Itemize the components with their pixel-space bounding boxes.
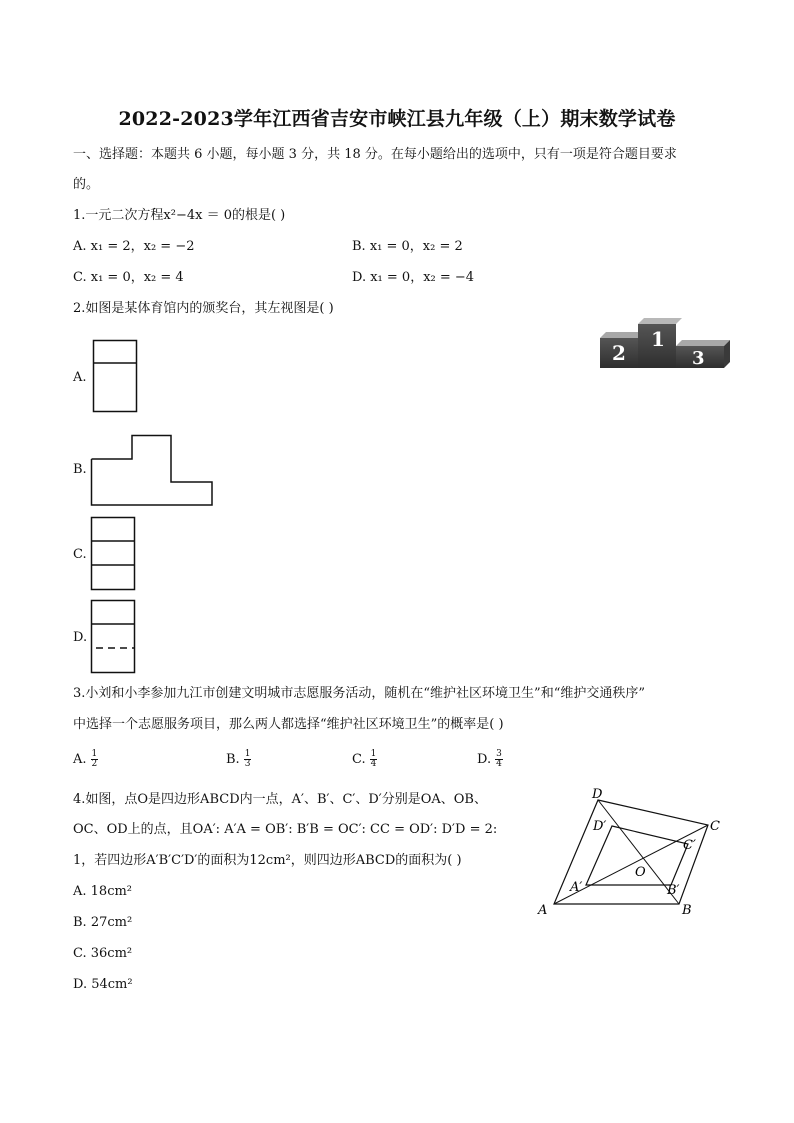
q3-stem-line1: 3.小刘和小李参加九江市创建文明城市志愿服务活动，随机在“维护社区环境卫生”和“维护交通秩序”: [73, 686, 645, 701]
q2-stem: 2.如图是某体育馆内的颁奖台，其左视图是( ): [73, 301, 334, 316]
q1-option-a: A. x₁ = 2，x₂ = −2: [73, 239, 195, 254]
q4-option-b: B. 27cm²: [73, 915, 133, 930]
q4-quadrilateral-figure: [536, 784, 728, 918]
q1-option-b: B. x₁ = 0，x₂ = 2: [352, 239, 463, 254]
label-C-prime: C′: [683, 838, 696, 853]
q2-option-c-label: C.: [73, 547, 87, 562]
q4-stem-line2: OC、OD上的点，且OA′: A′A = OB′: B′B = OC′: CC = OD′: D′D = 2:: [73, 822, 498, 837]
q3-option-a: A. $\frac{1}{2}$: [73, 749, 98, 769]
q4-option-c: C. 36cm²: [73, 946, 133, 961]
label-D: D: [592, 787, 603, 802]
label-D-prime: D′: [593, 819, 607, 834]
label-A-prime: A′: [570, 880, 583, 895]
q1-option-c: C. x₁ = 0，x₂ = 4: [73, 270, 184, 285]
label-B: B: [682, 903, 692, 918]
q4-stem-line3: 1，若四边形A′B′C′D′的面积为12cm²，则四边形ABCD的面积为( ): [73, 853, 462, 868]
q2-option-a-figure: [92, 339, 140, 415]
q4-option-d: D. 54cm²: [73, 977, 133, 992]
q2-option-d-figure: [90, 599, 138, 675]
q2-option-c-figure: [90, 516, 138, 592]
section-heading-line2: 的。: [73, 177, 100, 192]
label-A: A: [538, 903, 548, 918]
q2-option-b-label: B.: [73, 462, 87, 477]
q4-stem-line1: 4.如图，点O是四边形ABCD内一点，A′、B′、C′、D′分别是OA、OB、: [73, 792, 487, 807]
q3-option-c: C. $\frac{1}{4}$: [352, 749, 377, 769]
q4-option-a: A. 18cm²: [73, 884, 133, 899]
label-B-prime: B′: [667, 883, 680, 898]
q3-stem-line2: 中选择一个志愿服务项目，那么两人都选择“维护社区环境卫生”的概率是( ): [73, 717, 504, 732]
podium-label-2: 2: [612, 341, 626, 365]
q3-option-d: D. $\frac{3}{4}$: [477, 749, 502, 769]
podium-image: [596, 318, 732, 374]
q1-option-d: D. x₁ = 0，x₂ = −4: [352, 270, 475, 285]
q3-option-b: B. $\frac{1}{3}$: [226, 749, 251, 769]
q2-option-d-label: D.: [73, 630, 88, 645]
q1-stem: 1.一元二次方程x²−4x ＝ 0的根是( ): [73, 208, 286, 223]
label-O: O: [635, 865, 646, 880]
podium-label-3: 3: [692, 348, 705, 369]
podium-label-1: 1: [651, 327, 665, 351]
q2-option-a-label: A.: [73, 370, 87, 385]
label-C: C: [710, 819, 720, 834]
section-heading-line1: 一、选择题：本题共 6 小题，每小题 3 分，共 18 分。在每小题给出的选项中，只有一项是符合题目要求: [73, 147, 677, 162]
page-title: 2022-2023学年江西省吉安市峡江县九年级（上）期末数学试卷: [118, 108, 676, 130]
q2-option-b-figure: [90, 434, 216, 508]
